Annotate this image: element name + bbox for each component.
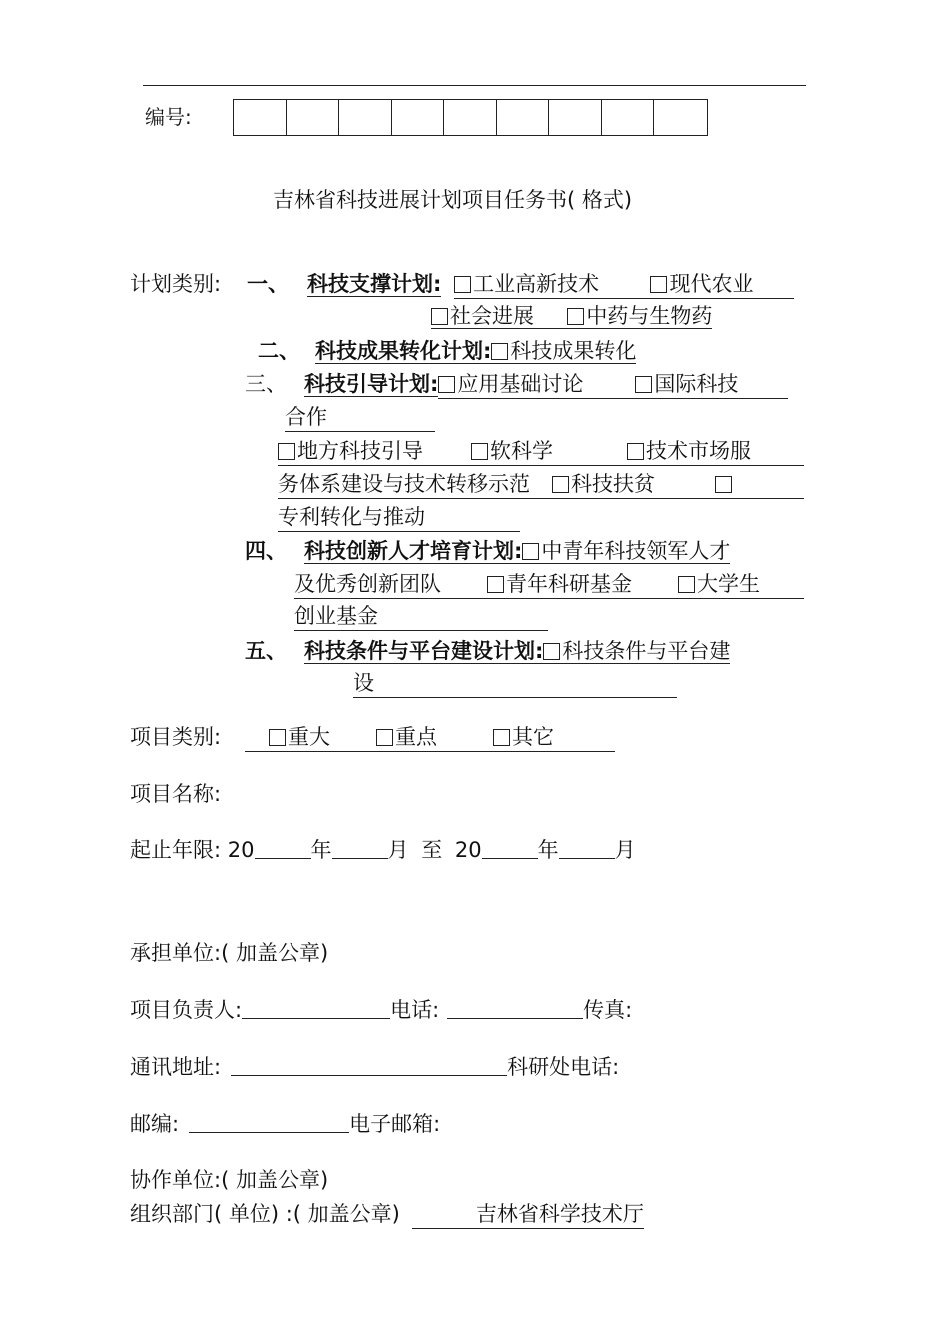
checkbox[interactable] [376,729,393,746]
plan-1-name: 科技支撑计划: [307,272,442,296]
plan-4-line2 [294,568,804,599]
checkbox[interactable] [567,308,584,325]
plan-1-line [307,268,804,299]
option-label: 及优秀创新团队 [294,572,441,596]
period-label: 起止年限: [130,838,222,862]
checkbox[interactable] [491,343,508,360]
plan-1-number: 一、 [247,272,289,296]
checkbox[interactable] [715,476,732,493]
postcode-line [130,1108,440,1138]
checkbox[interactable] [552,476,569,493]
checkbox[interactable] [454,276,471,293]
plan-3-line3 [278,435,804,466]
address-field[interactable] [231,1055,507,1076]
plan-4-line1 [304,535,804,565]
number-label: 编号: [145,105,192,129]
checkbox[interactable] [635,376,652,393]
plan-2-line [315,335,636,365]
plan-1-options [454,268,794,299]
plan-1-line2 [431,300,712,330]
number-cell[interactable] [549,100,602,135]
plan-3-number: 三、 [245,372,287,396]
end-month-field[interactable] [559,838,615,859]
document-title: 吉林省科技进展计划项目任务书( 格式) [273,188,633,212]
number-cell[interactable] [497,100,550,135]
postcode-label: 邮编: [130,1112,180,1136]
checkbox[interactable] [493,729,510,746]
research-phone-label: 科研处电话: [507,1055,620,1079]
option-label: 合作 [285,401,435,432]
project-type-options [245,721,615,752]
plan-2-name: 科技成果转化计划: [315,339,492,363]
checkbox[interactable] [269,729,286,746]
option-label: 务体系建设与技术转移示范 [278,472,530,496]
option-label: 专利转化与推动 [278,501,520,532]
plan-5-number: 五、 [245,639,287,663]
plan-5-line1 [304,635,804,665]
leader-field[interactable] [242,998,390,1019]
plan-3-line4 [278,468,804,499]
option-label: 中药与生物药 [586,304,713,328]
start-month-field[interactable] [332,838,388,859]
number-cell[interactable] [654,100,707,135]
option-label: 大学生 [697,572,760,596]
plan-3-line1 [304,368,804,399]
option-label: 重点 [395,725,437,749]
number-cell[interactable] [234,100,287,135]
checkbox[interactable] [431,308,448,325]
organizer-line [130,1198,644,1229]
checkbox[interactable] [471,443,488,460]
start-year-field[interactable] [255,838,311,859]
number-boxes[interactable] [233,99,708,136]
address-label: 通讯地址: [130,1055,222,1079]
option-label: 社会进展 [450,304,534,328]
top-rule [143,85,806,86]
number-cell[interactable] [287,100,340,135]
cooperate-label: 协作单位:( 加盖公章) [130,1168,329,1192]
plan-4-line3 [294,600,548,631]
project-name-label: 项目名称: [130,782,222,806]
option-label: 技术市场服 [646,439,751,463]
phone-field[interactable] [447,998,583,1019]
option-label: 科技成果转化 [510,339,637,363]
period-prefix: 20 [454,838,482,862]
option-label: 科技扶贫 [571,472,655,496]
checkbox[interactable] [487,576,504,593]
checkbox[interactable] [678,576,695,593]
option-label: 青年科研基金 [506,572,632,596]
plan-3-line5 [278,501,520,532]
option-label: 其它 [512,725,554,749]
unit-label: 承担单位:( 加盖公章) [130,941,329,965]
option-label: 地方科技引导 [297,439,423,463]
option-label: 中青年科技领军人才 [541,539,731,563]
plan-2-number: 二、 [258,339,300,363]
month-label: 月 [387,838,409,862]
month-label: 月 [614,838,636,862]
plan-3-line2 [285,401,435,432]
end-year-field[interactable] [482,838,538,859]
number-cell[interactable] [602,100,655,135]
plan-5-line2 [353,667,677,698]
period-line [130,834,636,864]
option-label: 应用基础讨论 [457,372,584,396]
project-type-label: 项目类别: [130,725,222,749]
period-prefix: 20 [227,838,255,862]
option-label: 设 [353,667,677,698]
plan-3-name: 科技引导计划: [304,372,439,396]
leader-label: 项目负责人: [130,998,243,1022]
option-label: 现代农业 [669,272,754,296]
email-label: 电子邮箱: [349,1112,441,1136]
option-label: 创业基金 [294,600,548,631]
year-label: 年 [310,838,332,862]
plan-5-name: 科技条件与平台建设计划: [304,639,544,663]
fax-label: 传真: [583,998,633,1022]
postcode-field[interactable] [189,1112,349,1133]
year-label: 年 [537,838,559,862]
organizer-label: 组织部门( 单位) :( 加盖公章) [130,1202,400,1226]
phone-label: 电话: [390,998,440,1022]
plan-4-number: 四、 [245,539,287,563]
checkbox[interactable] [627,443,644,460]
option-label: 科技条件与平台建 [562,639,731,663]
number-cell[interactable] [392,100,445,135]
address-line [130,1051,619,1081]
to-label: 至 [421,838,443,862]
checkbox[interactable] [650,276,667,293]
checkbox[interactable] [522,543,539,560]
plan-category-label: 计划类别: [130,272,222,296]
option-label: 工业高新技术 [473,272,600,296]
leader-line [130,994,632,1024]
organizer-value: 吉林省科学技术厅 [412,1198,644,1229]
option-label: 软科学 [490,439,553,463]
number-cell[interactable] [444,100,497,135]
number-cell[interactable] [339,100,392,135]
checkbox[interactable] [543,643,560,660]
option-label: 重大 [288,725,330,749]
checkbox[interactable] [438,376,455,393]
option-label: 国际科技 [654,372,739,396]
checkbox[interactable] [278,443,295,460]
plan-4-name: 科技创新人才培育计划: [304,539,523,563]
